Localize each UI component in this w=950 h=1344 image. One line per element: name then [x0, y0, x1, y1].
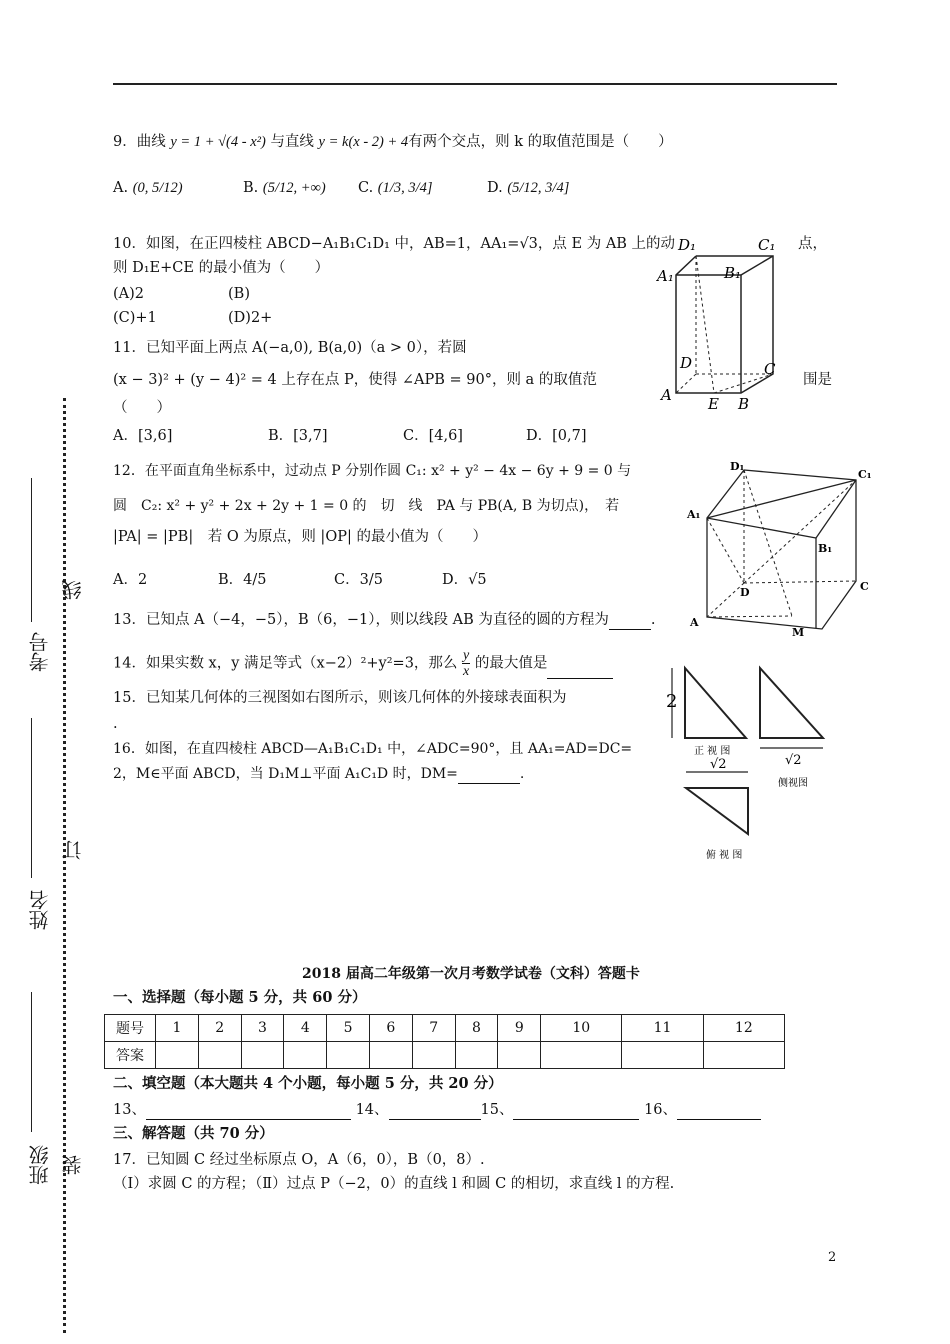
label-d: D — [740, 586, 750, 599]
q16-line1: 16．如图，在直四棱柱 ABCD—A₁B₁C₁D₁ 中，∠ADC=90°，且 AA₁=AD=DC= — [113, 741, 633, 757]
q12-option-a: A．2 — [113, 572, 148, 588]
front-height-label: 2 — [666, 691, 678, 712]
blank-13[interactable] — [146, 1103, 351, 1120]
section-fill: 二、填空题（本大题共 4 个小题，每小题 5 分，共 20 分） — [113, 1075, 503, 1092]
side-view-caption: 侧视图 — [778, 778, 808, 789]
row-head-number: 题号 — [105, 1015, 156, 1042]
top-view-caption: 俯 视 图 — [706, 850, 743, 861]
q16-line2: 2，M∈平面 ABCD，当 D₁M⊥平面 A₁C₁D 时，DM= . — [113, 766, 525, 782]
q11-option-b: B．[3,7] — [268, 428, 328, 444]
front-view-caption: 正 视 图 — [694, 746, 731, 757]
binding-dotted-line — [63, 398, 66, 1333]
blank-15[interactable] — [513, 1103, 639, 1120]
q10-line2: 则 D₁E+CE 的最小值为（ ） — [113, 260, 330, 276]
q11-line3: （ ） — [113, 400, 171, 416]
cell-num: 9 — [498, 1015, 541, 1042]
answer-cell[interactable] — [703, 1042, 784, 1069]
cell-num: 10 — [541, 1015, 622, 1042]
cell-num: 7 — [412, 1015, 455, 1042]
q14: 14．如果实数 x，y 满足等式（x−2）²+y²=3，那么 $\frac{y}{x}$ 的最大值是 — [113, 648, 613, 679]
cell-num: 6 — [369, 1015, 412, 1042]
label-m: M — [792, 626, 805, 639]
cell-num: 3 — [241, 1015, 284, 1042]
q12-option-c: C．3/5 — [334, 572, 383, 588]
cell-num: 11 — [622, 1015, 703, 1042]
q10-option-d: (D)2+ — [228, 310, 273, 326]
answer-cell[interactable] — [369, 1042, 412, 1069]
table-row-numbers — [105, 1015, 785, 1042]
q10-option-b: (B) — [228, 286, 250, 302]
label-d: D — [680, 354, 693, 372]
q12-line1: 12．在平面直角坐标系中，过动点 P 分别作圆 C₁: x² + y² − 4x − 6y + 9 = 0 与 — [113, 463, 632, 479]
q12-line3: |PA| = |PB| 若 O 为原点，则 |OP| 的最小值为（ ） — [113, 529, 487, 545]
label-a: A — [690, 616, 699, 629]
label-b1: B₁ — [724, 264, 742, 282]
q11-line2-tail: 围是 — [803, 372, 832, 388]
q10-line1: 10．如图，在正四棱柱 ABCD−A₁B₁C₁D₁ 中，AB=1，AA₁=√3，点 E 为 AB 上的动 — [113, 236, 676, 252]
q10-option-a: (A)2 — [113, 286, 145, 302]
cell-num: 1 — [156, 1015, 199, 1042]
q11-option-d: D．[0,7] — [526, 428, 587, 444]
table-row-answers — [105, 1042, 785, 1069]
side-label-ding: 订 — [61, 840, 85, 860]
side-line-kaohao — [31, 478, 32, 622]
side-width-label: √2 — [785, 753, 802, 768]
figure-three-views — [660, 662, 840, 867]
row-head-answer: 答案 — [105, 1042, 156, 1069]
answer-cell[interactable] — [622, 1042, 703, 1069]
label-a1: A₁ — [687, 508, 701, 521]
label-c: C — [860, 580, 869, 593]
q13: 13．已知点 A（−4，−5），B（6，−1），则以线段 AB 为直径的圆的方程为 . — [113, 612, 656, 628]
side-label-zhuang: 装 — [61, 1155, 85, 1175]
q15-line1: 15．已知某几何体的三视图如右图所示，则该几何体的外接球表面积为 — [113, 690, 567, 706]
answer-cell[interactable] — [541, 1042, 622, 1069]
side-line-banji — [31, 992, 32, 1132]
blank-16[interactable] — [677, 1103, 761, 1120]
q17-line2: （Ⅰ）求圆 C 的方程；（Ⅱ）过点 P（−2，0）的直线 l 和圆 C 的相切，求直线 l 的方程. — [113, 1176, 675, 1192]
label-a1: A₁ — [657, 267, 674, 285]
label-d1: D₁ — [678, 236, 697, 254]
q10-option-c: (C)+1 — [113, 310, 157, 326]
page-number: 2 — [828, 1250, 837, 1265]
q9-option-d: D. (5/12, 3/4] — [487, 180, 570, 196]
figure-prism-q10 — [656, 234, 786, 414]
side-label-kaohao: 考号 — [28, 632, 52, 672]
answer-cell[interactable] — [156, 1042, 199, 1069]
side-label-xingming: 姓名 — [28, 890, 52, 930]
label-a: A — [661, 386, 672, 404]
answer-table — [104, 1014, 785, 1069]
label-e: E — [708, 395, 719, 413]
q11-line1: 11．已知平面上两点 A(−a,0), B(a,0)（a > 0），若圆 — [113, 340, 467, 356]
label-c: C — [764, 360, 776, 378]
label-d1: D₁ — [730, 460, 745, 473]
answer-cell[interactable] — [412, 1042, 455, 1069]
top-width-label: √2 — [710, 757, 727, 772]
label-b1: B₁ — [818, 542, 833, 555]
q12-option-d: D．√5 — [442, 572, 487, 588]
q12-option-b: B．4/5 — [218, 572, 267, 588]
answer-cell[interactable] — [198, 1042, 241, 1069]
q11-line2: (x − 3)² + (y − 4)² = 4 上存在点 P，使得 ∠APB = 90°，则 a 的取值范 — [113, 372, 597, 388]
cell-num: 8 — [455, 1015, 498, 1042]
answer-cell[interactable] — [498, 1042, 541, 1069]
side-line-xingming — [31, 718, 32, 878]
answer-cell[interactable] — [327, 1042, 370, 1069]
top-rule — [113, 83, 837, 85]
section-choice: 一、选择题（每小题 5 分，共 60 分） — [113, 989, 367, 1006]
answer-cell[interactable] — [241, 1042, 284, 1069]
side-label-banji: 班级 — [28, 1145, 52, 1185]
q9-stem: 9．曲线 y = 1 + √(4 - x²) 与直线 y = k(x - 2) + 4有两个交点，则 k 的取值范围是（ ） — [113, 134, 673, 150]
q11-option-c: C．[4,6] — [403, 428, 463, 444]
section-solve: 三、解答题（共 70 分） — [113, 1125, 274, 1142]
label-c1: C₁ — [758, 236, 776, 254]
q17-line1: 17．已知圆 C 经过坐标原点 O，A（6，0），B（0，8）. — [113, 1152, 485, 1168]
label-c1: C₁ — [858, 468, 872, 481]
answer-cell[interactable] — [455, 1042, 498, 1069]
side-label-xian: 线 — [61, 580, 85, 600]
card-title: 2018 届高二年级第一次月考数学试卷（文科）答题卡 — [302, 966, 640, 982]
q10-line1-tail: 点， — [798, 236, 827, 252]
q15-line2: . — [113, 716, 118, 732]
q9-option-b: B. (5/12, +∞) — [243, 180, 326, 196]
q9-option-a: A. (0, 5/12) — [113, 180, 183, 196]
answer-cell[interactable] — [284, 1042, 327, 1069]
cell-num: 2 — [198, 1015, 241, 1042]
cell-num: 5 — [327, 1015, 370, 1042]
cell-num: 4 — [284, 1015, 327, 1042]
blank-14[interactable] — [389, 1103, 481, 1120]
fill-blanks-row: 13、 14、 15、 16、 — [113, 1100, 761, 1120]
q12-line2: 圆 C₂: x² + y² + 2x + 2y + 1 = 0 的 切 线 PA 与 PB(A, B 为切点)， 若 — [113, 498, 620, 514]
q9-option-c: C. (1/3, 3/4] — [358, 180, 433, 196]
label-b: B — [738, 395, 750, 413]
cell-num: 12 — [703, 1015, 784, 1042]
q11-option-a: A．[3,6] — [113, 428, 173, 444]
figure-prism-q16 — [682, 458, 877, 643]
